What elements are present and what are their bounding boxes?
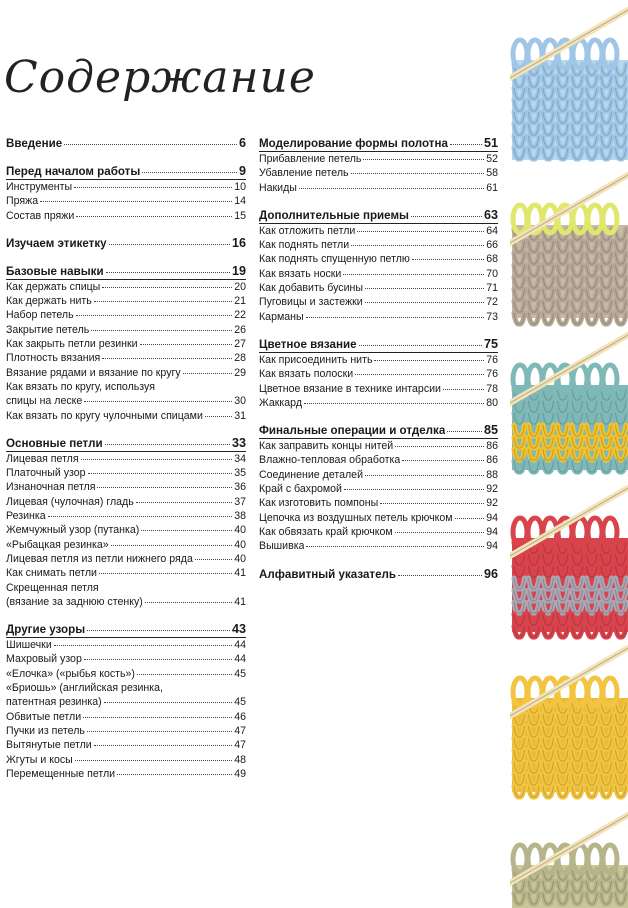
- toc-entry-label: Как держать нить: [6, 295, 92, 308]
- toc-left-column: [6, 136, 246, 794]
- toc-entry-last-line: [6, 595, 246, 609]
- dot-leader: [109, 243, 230, 245]
- toc-entry-page: 86: [486, 440, 498, 453]
- toc-entry: [6, 638, 246, 652]
- toc-entry-page: 72: [486, 296, 498, 309]
- toc-section: [6, 136, 246, 151]
- toc-entry-page: 61: [486, 181, 498, 194]
- toc-entry: [6, 480, 246, 494]
- toc-section-heading: [259, 423, 498, 439]
- toc-entry-page: 34: [234, 452, 246, 465]
- dot-leader: [74, 186, 232, 188]
- toc-entry-page: 71: [486, 282, 498, 295]
- toc-section-heading: [259, 136, 498, 152]
- toc-entry-label: «Рыбацкая резинка»: [6, 538, 109, 551]
- toc-entry-label: Карманы: [259, 310, 304, 323]
- toc-entry-label: (вязание за заднюю стенку): [6, 595, 143, 608]
- toc-entry: [259, 382, 498, 396]
- dot-leader: [455, 517, 485, 519]
- toc-entry-page: 68: [486, 253, 498, 266]
- toc-entry-label: Цветное вязание в технике интарсии: [259, 382, 441, 395]
- toc-entry: [259, 453, 498, 467]
- dot-leader: [374, 359, 484, 361]
- section-heading-page: 96: [483, 566, 498, 581]
- dot-leader: [306, 316, 485, 318]
- toc-entry-page: 37: [234, 495, 246, 508]
- toc-entry-page: 29: [234, 366, 246, 379]
- dot-leader: [443, 388, 484, 390]
- toc-section: [259, 136, 498, 195]
- dot-leader: [450, 143, 482, 145]
- section-heading-page: 6: [238, 136, 246, 150]
- section-heading-label: Базовые навыки: [6, 264, 104, 278]
- toc-entry: [6, 280, 246, 294]
- toc-entry: [259, 181, 498, 195]
- dot-leader: [137, 673, 232, 675]
- dot-leader: [395, 531, 485, 533]
- toc-entry-label: Прибавление петель: [259, 153, 362, 165]
- toc-entry-label: Пуговицы и застежки: [259, 296, 363, 309]
- toc-entry-page: 46: [234, 710, 246, 723]
- dot-leader: [411, 215, 482, 217]
- toc-entry-page: 76: [486, 368, 498, 381]
- dot-leader: [365, 474, 484, 476]
- section-heading-page: 9: [238, 164, 246, 178]
- toc-entry-label: Как отложить петли: [259, 224, 356, 237]
- toc-entry: [6, 710, 246, 724]
- toc-entry: [6, 667, 246, 681]
- toc-entry: [259, 295, 498, 309]
- dot-leader: [91, 329, 232, 331]
- dot-leader: [84, 400, 232, 402]
- toc-entry-page: 78: [486, 382, 498, 395]
- section-heading-page: 51: [483, 136, 498, 150]
- toc-section: [259, 337, 498, 410]
- toc-entry-label: Как вязать полоски: [259, 368, 354, 381]
- dot-leader: [205, 415, 232, 417]
- toc-section: [259, 423, 498, 553]
- toc-entry-page: 45: [234, 696, 246, 709]
- toc-section: [6, 264, 246, 423]
- toc-entry-line: Скрещенная петля: [6, 581, 99, 594]
- section-heading-label: Изучаем этикетку: [6, 236, 107, 250]
- toc-entry-page: 76: [486, 353, 498, 366]
- toc-entry-page: 94: [486, 540, 498, 553]
- dot-leader: [76, 314, 233, 316]
- toc-right-column: [259, 136, 498, 595]
- toc-entry-label: спицы на леске: [6, 395, 83, 408]
- toc-entry-label: Шишечки: [6, 639, 52, 652]
- toc-entry: [6, 366, 246, 380]
- toc-entry-label: Жаккард: [259, 396, 303, 409]
- toc-entry-page: 28: [234, 352, 246, 365]
- toc-entry-last-line: [6, 394, 246, 408]
- toc-entry: [259, 267, 498, 281]
- toc-entry-page: 47: [234, 739, 246, 752]
- toc-entry-page: 92: [486, 483, 498, 496]
- section-heading-label: Другие узоры: [6, 623, 86, 637]
- toc-entry-label: Жемчужный узор (путанка): [6, 524, 140, 537]
- toc-entry-label: Вязание рядами и вязание по кругу: [6, 366, 181, 379]
- toc-entry-label: Как держать спицы: [6, 280, 101, 293]
- toc-entry-label: Как заправить концы нитей: [259, 440, 394, 453]
- toc-entry-label: Платочный узор: [6, 467, 86, 480]
- toc-entry-label: Закрытие петель: [6, 323, 90, 336]
- toc-entry-page: 73: [486, 310, 498, 323]
- toc-section-heading: [6, 622, 246, 638]
- section-heading-label: Введение: [6, 137, 63, 150]
- toc-entry-page: 44: [234, 639, 246, 652]
- dot-leader: [102, 357, 232, 359]
- toc-section-heading: [259, 208, 498, 224]
- section-heading-page: 63: [483, 207, 498, 222]
- toc-entry-label: Вышивка: [259, 540, 305, 553]
- toc-section-heading: [6, 236, 246, 251]
- toc-entry-label: Как обвязать край крючком: [259, 525, 393, 538]
- dot-leader: [447, 430, 482, 432]
- toc-entry: [6, 581, 246, 610]
- toc-entry-label: «Елочка» («рыбья кость»): [6, 667, 135, 680]
- dot-leader: [140, 343, 233, 345]
- toc-entry-label: Убавление петель: [259, 167, 349, 180]
- dot-leader: [81, 458, 233, 460]
- dot-leader: [380, 502, 484, 504]
- dot-leader: [351, 244, 484, 246]
- toc-entry-page: 10: [234, 181, 246, 193]
- toc-entry-label: Как поднять спущенную петлю: [259, 253, 410, 266]
- section-heading-page: 43: [231, 622, 246, 637]
- dot-leader: [344, 488, 484, 490]
- toc-section: [6, 622, 246, 781]
- toc-entry-line: Как вязать по кругу, используя: [6, 380, 155, 393]
- section-heading-page: 33: [231, 435, 246, 450]
- toc-entry-page: 40: [234, 524, 246, 537]
- toc-entry-last-line: [6, 695, 246, 709]
- toc-entry: [259, 353, 498, 367]
- toc-entry-label: Как вязать носки: [259, 267, 342, 280]
- dot-leader: [88, 472, 233, 474]
- toc-section-heading: [6, 264, 246, 280]
- dot-leader: [363, 158, 484, 160]
- toc-entry: [6, 452, 246, 466]
- toc-section: [259, 567, 498, 582]
- toc-entry: [259, 252, 498, 266]
- toc-entry-page: 94: [486, 511, 498, 524]
- toc-entry-page: 30: [234, 395, 246, 408]
- toc-entry-label: Как изготовить помпоны: [259, 497, 379, 510]
- dot-leader: [97, 486, 232, 488]
- toc-entry: [6, 523, 246, 537]
- toc-entry-page: 35: [234, 467, 246, 480]
- dot-leader: [94, 744, 232, 746]
- toc-entry: [259, 539, 498, 553]
- toc-entry-label: Лицевая петля из петли нижнего ряда: [6, 552, 193, 565]
- toc-entry: [6, 323, 246, 337]
- toc-entry-label: Плотность вязания: [6, 352, 101, 365]
- dot-leader: [365, 301, 485, 303]
- toc-entry-label: Пряжа: [6, 195, 39, 208]
- dot-leader: [87, 629, 230, 631]
- toc-entry-label: Махровый узор: [6, 653, 82, 666]
- toc-entry-page: 44: [234, 653, 246, 666]
- toc-entry: [6, 495, 246, 509]
- toc-entry-label: Изнаночная петля: [6, 481, 96, 494]
- toc-entry-label: Цепочка из воздушных петель крючком: [259, 511, 453, 524]
- toc-entry-page: 66: [486, 239, 498, 252]
- toc-entry-page: 41: [234, 595, 246, 608]
- toc-entry-page: 48: [234, 753, 246, 766]
- toc-entry-page: 64: [486, 224, 498, 237]
- toc-section: [6, 236, 246, 251]
- toc-entry-label: Как добавить бусины: [259, 282, 363, 295]
- toc-entry: [259, 310, 498, 324]
- toc-entry-page: 40: [234, 552, 246, 565]
- toc-entry: [259, 152, 498, 166]
- toc-entry-label: Как снимать петли: [6, 567, 97, 580]
- dot-leader: [105, 443, 230, 445]
- dot-leader: [40, 200, 232, 202]
- section-heading-page: 85: [483, 423, 498, 438]
- toc-entry: [6, 652, 246, 666]
- toc-entry: [259, 166, 498, 180]
- section-heading-label: Перед началом работы: [6, 165, 141, 178]
- toc-entry-page: 92: [486, 497, 498, 510]
- dot-leader: [412, 258, 484, 260]
- toc-entry: [259, 367, 498, 381]
- toc-entry: [259, 468, 498, 482]
- dot-leader: [48, 515, 233, 517]
- toc-entry-page: 86: [486, 454, 498, 467]
- section-heading-label: Дополнительные приемы: [259, 208, 409, 222]
- toc-entry: [259, 525, 498, 539]
- dot-leader: [64, 143, 237, 145]
- toc-entry-page: 21: [234, 295, 246, 308]
- toc-entry: [6, 724, 246, 738]
- toc-entry-page: 80: [486, 396, 498, 409]
- toc-entry-label: Накиды: [259, 181, 297, 194]
- section-heading-page: 75: [483, 336, 498, 351]
- toc-entry-label: Край с бахромой: [259, 483, 342, 496]
- toc-entry-label: Как вязать по кругу чулочными спицами: [6, 409, 203, 422]
- toc-entry-label: Обвитые петли: [6, 710, 82, 723]
- dot-leader: [306, 545, 484, 547]
- toc-entry-page: 70: [486, 267, 498, 280]
- toc-entry-page: 15: [234, 209, 246, 222]
- toc-entry-page: 52: [486, 153, 498, 165]
- toc-entry-page: 88: [486, 468, 498, 481]
- dot-leader: [87, 730, 232, 732]
- dot-leader: [299, 187, 484, 189]
- toc-entry-page: 22: [234, 309, 246, 322]
- toc-entry: [6, 337, 246, 351]
- toc-entry-page: 40: [234, 538, 246, 551]
- toc-entry-page: 27: [234, 338, 246, 351]
- section-heading-page: 19: [231, 263, 246, 278]
- toc-section: [6, 436, 246, 609]
- toc-entry-label: Набор петель: [6, 309, 74, 322]
- dot-leader: [106, 271, 230, 273]
- page-title: Содержание: [4, 52, 316, 103]
- toc-entry: [259, 482, 498, 496]
- toc-entry: [6, 308, 246, 322]
- section-heading-label: Финальные операции и отделка: [259, 424, 446, 438]
- toc-section-heading: [6, 136, 246, 151]
- toc-entry-page: 41: [234, 567, 246, 580]
- dot-leader: [104, 701, 233, 703]
- section-heading-label: Основные петли: [6, 436, 103, 450]
- section-heading-label: Цветное вязание: [259, 337, 357, 351]
- toc-entry-label: Как поднять петли: [259, 239, 350, 252]
- dot-leader: [398, 574, 482, 576]
- dot-leader: [304, 402, 484, 404]
- toc-entry-page: 20: [234, 280, 246, 293]
- toc-entry-page: 49: [234, 767, 246, 780]
- dot-leader: [351, 172, 485, 174]
- toc-entry: [6, 466, 246, 480]
- toc-entry: [6, 380, 246, 409]
- dot-leader: [99, 572, 232, 574]
- toc-entry-page: 26: [234, 323, 246, 336]
- dot-leader: [402, 459, 484, 461]
- dot-leader: [117, 773, 232, 775]
- toc-entry-label: Жгуты и косы: [6, 753, 73, 766]
- toc-entry: [259, 281, 498, 295]
- dot-leader: [54, 644, 232, 646]
- toc-entry: [259, 238, 498, 252]
- toc-entry: [6, 209, 246, 223]
- dot-leader: [145, 601, 232, 603]
- toc-entry-label: Влажно-тепловая обработка: [259, 454, 401, 467]
- toc-entry-label: Как закрыть петли резинки: [6, 338, 138, 351]
- toc-entry-page: 58: [486, 167, 498, 180]
- toc-entry: [6, 409, 246, 423]
- dot-leader: [75, 759, 232, 761]
- toc-entry: [6, 738, 246, 752]
- toc-entry: [6, 753, 246, 767]
- toc-entry-line: «Бриошь» (английская резинка,: [6, 682, 163, 695]
- toc-entry: [259, 496, 498, 510]
- dot-leader: [395, 445, 484, 447]
- toc-entry: [6, 552, 246, 566]
- toc-entry-label: Лицевая (чулочная) гладь: [6, 495, 134, 508]
- toc-entry-label: Вытянутые петли: [6, 739, 92, 752]
- toc-entry-label: Лицевая петля: [6, 452, 79, 465]
- toc-section-heading: [6, 436, 246, 452]
- section-heading-label: Алфавитный указатель: [259, 567, 397, 581]
- toc-entry-label: Соединение деталей: [259, 468, 363, 481]
- dot-leader: [141, 529, 232, 531]
- toc-entry-page: 94: [486, 525, 498, 538]
- toc-entry-label: Состав пряжи: [6, 209, 75, 222]
- toc-entry-label: Инструменты: [6, 181, 73, 193]
- toc-entry-label: Как присоединить нить: [259, 353, 373, 366]
- toc-entry: [6, 294, 246, 308]
- toc-entry-page: 38: [234, 510, 246, 523]
- toc-entry: [259, 511, 498, 525]
- dot-leader: [84, 658, 232, 660]
- toc-entry-label: Резинка: [6, 510, 46, 523]
- toc-section-heading: [259, 337, 498, 353]
- toc-section: [259, 208, 498, 324]
- toc-entry: [6, 509, 246, 523]
- dot-leader: [359, 344, 482, 346]
- toc-entry-page: 36: [234, 481, 246, 494]
- toc-entry-page: 31: [234, 409, 246, 422]
- toc-entry-label: патентная резинка): [6, 696, 102, 709]
- dot-leader: [195, 558, 232, 560]
- section-heading-page: 16: [231, 235, 246, 250]
- dot-leader: [355, 373, 484, 375]
- dot-leader: [183, 372, 233, 374]
- toc-entry-page: 45: [234, 667, 246, 680]
- toc-entry: [259, 439, 498, 453]
- dot-leader: [136, 501, 232, 503]
- toc-entry: [6, 180, 246, 194]
- toc-section: [6, 164, 246, 223]
- dot-leader: [102, 286, 232, 288]
- toc-section-heading: [259, 567, 498, 582]
- toc-entry: [6, 681, 246, 710]
- toc-entry-page: 47: [234, 724, 246, 737]
- toc-entry: [6, 767, 246, 781]
- toc-entry-page: 14: [234, 195, 246, 208]
- dot-leader: [83, 716, 232, 718]
- toc-entry: [6, 351, 246, 365]
- dot-leader: [365, 287, 484, 289]
- toc-entry: [259, 224, 498, 238]
- dot-leader: [357, 230, 484, 232]
- dot-leader: [343, 273, 484, 275]
- toc-entry-label: Пучки из петель: [6, 724, 85, 737]
- dot-leader: [111, 544, 233, 546]
- knitting-illustration-strip: [510, 0, 628, 908]
- section-heading-label: Моделирование формы полотна: [259, 137, 448, 150]
- toc-entry-label: Перемещенные петли: [6, 767, 116, 780]
- toc-entry: [259, 396, 498, 410]
- toc-section-heading: [6, 164, 246, 180]
- toc-entry: [6, 194, 246, 208]
- dot-leader: [76, 215, 232, 217]
- dot-leader: [142, 171, 237, 173]
- dot-leader: [94, 300, 232, 302]
- toc-entry: [6, 538, 246, 552]
- toc-entry: [6, 566, 246, 580]
